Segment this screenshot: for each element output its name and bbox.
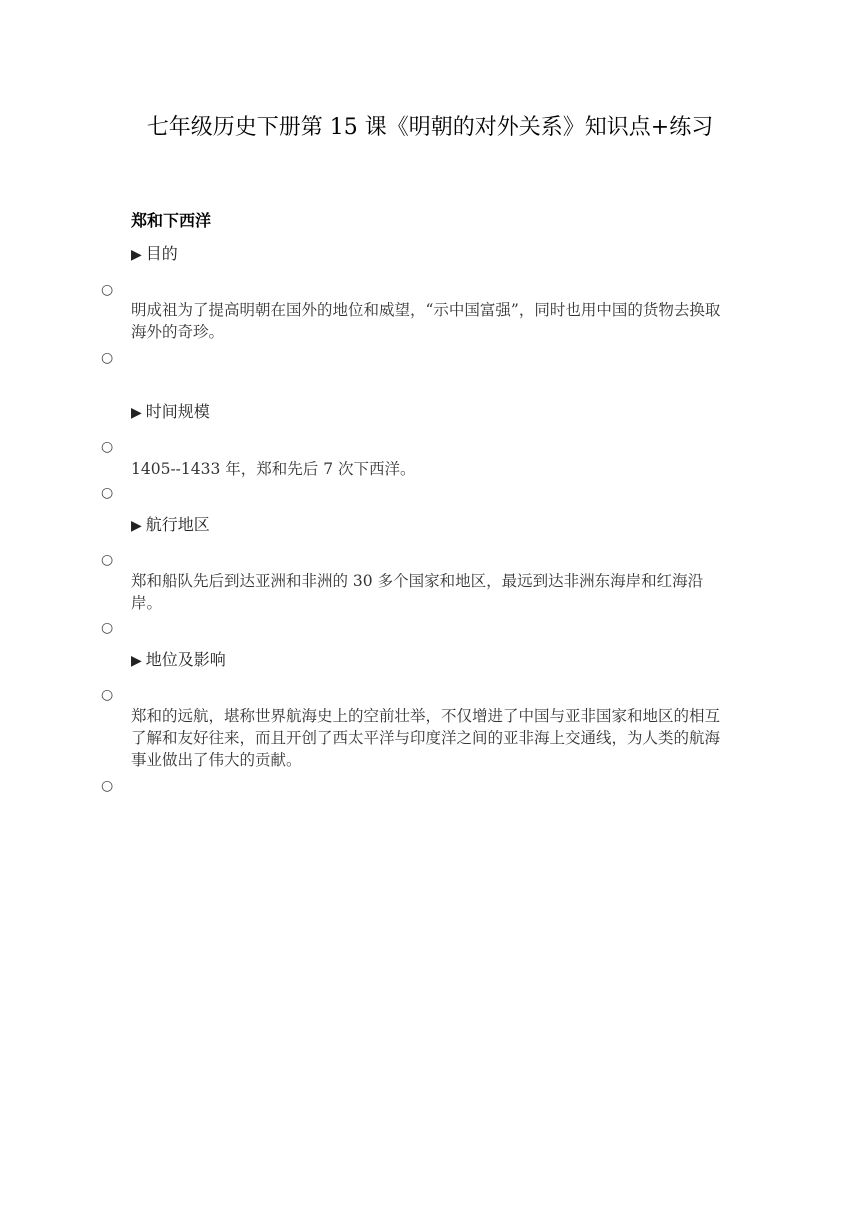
triangle-icon: ▶ (131, 405, 142, 421)
triangle-icon: ▶ (131, 247, 142, 263)
subsection-text-time-scale: 1405--1433 年，郑和先后 7 次下西洋。 (131, 460, 416, 478)
subsection-heading-significance (131, 648, 226, 673)
bullet-circle-icon: ○ (101, 552, 114, 568)
subsection-heading-label: 时间规模 (145, 402, 210, 421)
subsection-text-voyage-regions: 郑和船队先后到达亚洲和非洲的 30 多个国家和地区，最远到达非洲东海岸和红海沿岸。 (131, 572, 704, 612)
bullet-circle-icon: ○ (101, 687, 114, 703)
triangle-icon: ▶ (131, 653, 142, 669)
subsection-heading-label: 航行地区 (145, 515, 210, 534)
bullet-circle-icon: ○ (101, 778, 114, 794)
subsection-heading-voyage-regions (131, 513, 210, 538)
subsection-heading-purpose (131, 242, 178, 267)
subsection-text-significance: 郑和的远航，堪称世界航海史上的空前壮举，不仅增进了中国与亚非国家和地区的相互了解和友好往来，而且开创了西太平洋与印度洋之间的亚非海上交通线，为人类的航海事业做出了伟大的贡献。 (131, 707, 721, 769)
bullet-circle-icon: ○ (101, 282, 114, 298)
bullet-circle-icon: ○ (101, 485, 114, 501)
subsection-heading-time-scale (131, 400, 210, 425)
bullet-circle-icon: ○ (101, 350, 114, 366)
subsection-heading-label: 目的 (145, 244, 178, 263)
section-heading: 郑和下西洋 (131, 211, 212, 230)
bullet-circle-icon: ○ (101, 439, 114, 455)
subsection-heading-label: 地位及影响 (145, 650, 226, 669)
bullet-circle-icon: ○ (101, 620, 114, 636)
triangle-icon: ▶ (131, 518, 142, 534)
page-title: 七年级历史下册第 15 课《明朝的对外关系》知识点+练习 (146, 115, 714, 140)
subsection-text-purpose: 明成祖为了提高明朝在国外的地位和威望，“示中国富强”，同时也用中国的货物去换取海外的奇珍。 (131, 301, 721, 341)
